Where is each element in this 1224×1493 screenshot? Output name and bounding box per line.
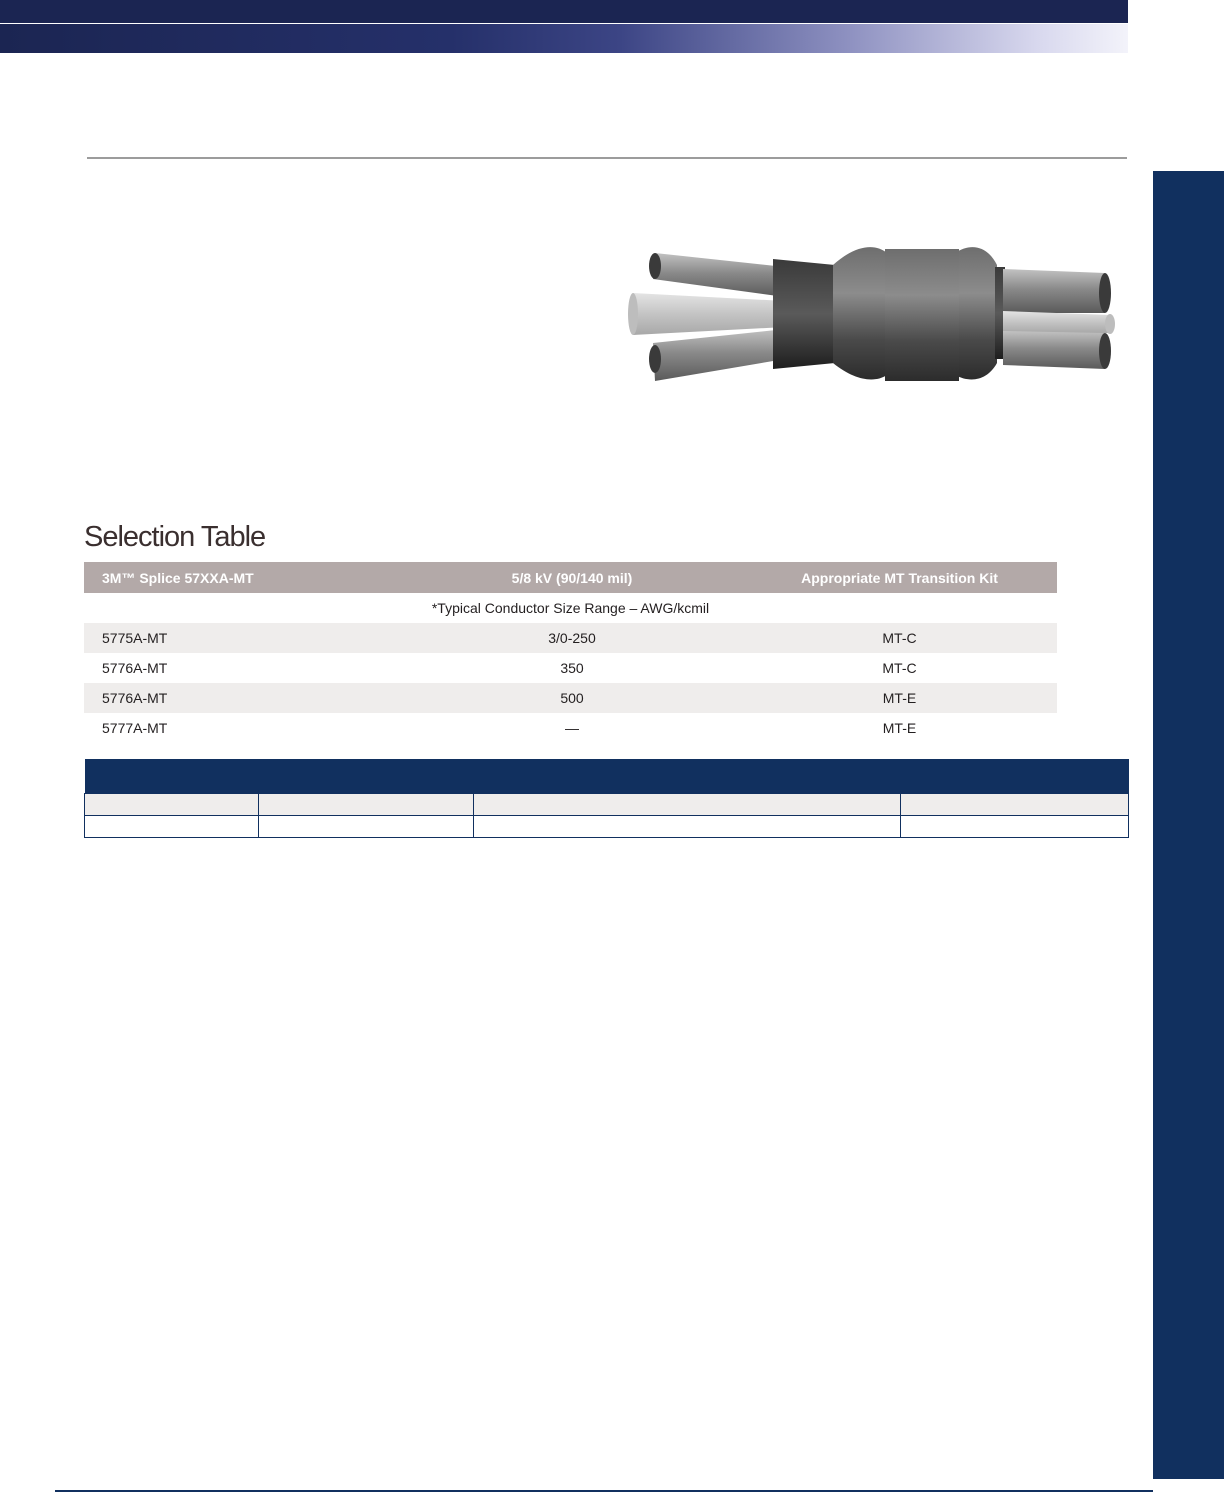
top-gradient-band	[0, 24, 1128, 53]
table-cell: 5776A-MT	[102, 660, 168, 676]
table-cell: 500	[402, 683, 742, 713]
info-table	[84, 759, 1129, 838]
section-title: Selection Table	[84, 521, 266, 553]
table-subheader-row	[84, 593, 1057, 623]
table-row	[84, 683, 1057, 713]
table-cell	[259, 794, 474, 816]
table-cell: 350	[560, 660, 584, 676]
table-cell	[85, 794, 259, 816]
table-cell	[85, 816, 259, 838]
table-row	[84, 623, 1057, 653]
table-row	[84, 713, 1057, 743]
table-row	[84, 653, 1057, 683]
table-cell: 5777A-MT	[102, 720, 168, 736]
table-cell: 3/0-250	[402, 623, 742, 653]
selection-table	[84, 562, 1057, 743]
table-cell	[474, 816, 901, 838]
info-table-header-cell	[85, 759, 1129, 794]
header-divider	[87, 157, 1127, 159]
table-cell: MT-C	[882, 660, 917, 676]
table-cell	[901, 794, 1129, 816]
table-cell: 5776A-MT	[84, 683, 402, 713]
side-tab-bar	[1153, 171, 1224, 1479]
splice-product-image	[625, 235, 1120, 390]
table-cell	[259, 816, 474, 838]
table-cell	[901, 816, 1129, 838]
table-row	[85, 794, 1129, 816]
conductor-size-subheader: *Typical Conductor Size Range – AWG/kcmil	[431, 600, 710, 616]
table-header-row	[84, 562, 1057, 593]
column-header: 3M™ Splice 57XXA-MT	[84, 562, 402, 593]
table-row	[85, 816, 1129, 838]
table-cell: —	[565, 720, 579, 736]
column-header: 5/8 kV (90/140 mil)	[402, 562, 742, 593]
table-cell: 5775A-MT	[84, 623, 402, 653]
footer-divider	[55, 1490, 1153, 1492]
top-header-band	[0, 0, 1128, 23]
info-table-header-band	[85, 759, 1129, 794]
table-cell: MT-E	[742, 683, 1057, 713]
column-header: Appropriate MT Transition Kit	[742, 562, 1057, 593]
table-cell: MT-C	[742, 623, 1057, 653]
table-cell: MT-E	[882, 720, 917, 736]
table-cell	[474, 794, 901, 816]
